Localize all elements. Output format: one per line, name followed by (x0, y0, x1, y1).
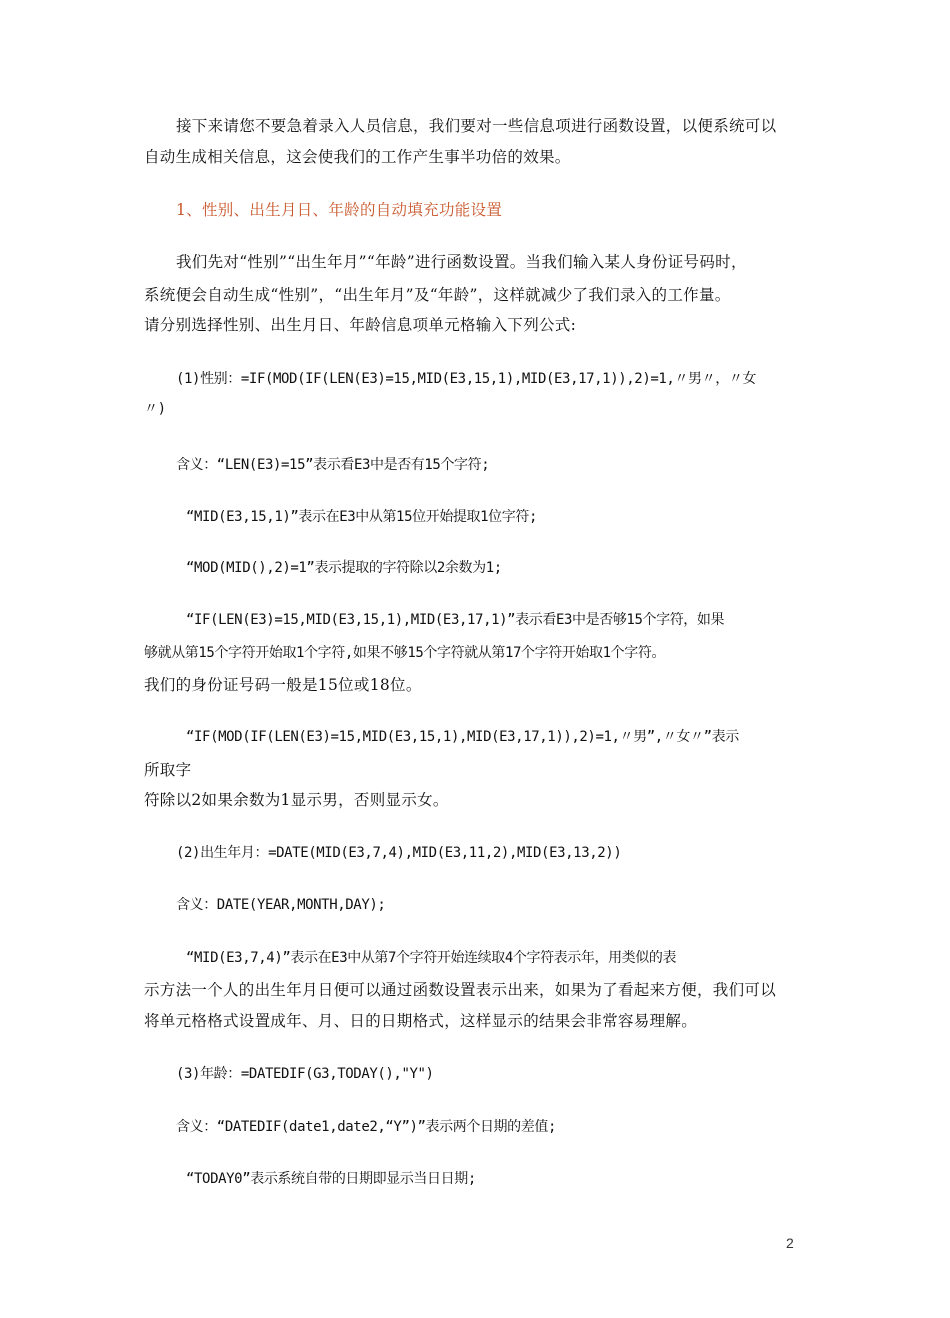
gender-meaning-1: 含义：“LEN(E3)=15”表示看E3中是否有15个字符; (176, 457, 490, 473)
para1-line-1: 我们先对“性别”“出生年月”“年龄”进行函数设置。当我们输入某人身份证号码时， (176, 253, 747, 271)
intro-line-2: 自动生成相关信息，这会使我们的工作产生事半功倍的效果。 (144, 148, 571, 166)
birth-meaning-1: 含义：DATE(YEAR,MONTH,DAY); (176, 897, 386, 913)
section-heading: 1、性别、出生月日、年龄的自动填充功能设置 (176, 201, 503, 219)
gender-meaning-4-line-3: 我们的身份证号码一般是15位或18位。 (144, 676, 422, 694)
gender-meaning-4-line-1: “IF(LEN(E3)=15,MID(E3,15,1),MID(E3,17,1)”表示看E3中是否够15个字符，如果 (186, 612, 725, 628)
gender-formula-line-2: 〃) (144, 401, 166, 417)
age-meaning-1: 含义：“DATEDIF(date1,date2,“Y”)”表示两个日期的差值; (176, 1119, 556, 1135)
gender-meaning-2: “MID(E3,15,1)”表示在E3中从第15位开始提取1位字符; (186, 509, 537, 525)
intro-line-1: 接下来请您不要急着录入人员信息，我们要对一些信息项进行函数设置，以便系统可以 (176, 117, 777, 135)
age-meaning-2: “TODAY0”表示系统自带的日期即显示当日日期; (186, 1171, 476, 1187)
age-formula: (3)年龄：=DATEDIF(G3,TODAY(),"Y") (176, 1066, 434, 1082)
birth-meaning-2-line-2: 示方法一个人的出生年月日便可以通过函数设置表示出来，如果为了看起来方便，我们可以 (144, 981, 777, 999)
para1-line-2: 系统便会自动生成“性别”，“出生年月”及“年龄”，这样就减少了我们录入的工作量。 (144, 286, 731, 304)
gender-formula-line-1: (1)性别：=IF(MOD(IF(LEN(E3)=15,MID(E3,15,1),MID(E3,17,1)),2)=1,〃男〃，〃女 (176, 371, 757, 387)
birth-formula: (2)出生年月：=DATE(MID(E3,7,4),MID(E3,11,2),MID(E3,13,2)) (176, 845, 622, 861)
gender-meaning-5-line-2: 所取字 (144, 761, 192, 779)
gender-meaning-5-line-1: “IF(MOD(IF(LEN(E3)=15,MID(E3,15,1),MID(E3,17,1)),2)=1,〃男”,〃女〃”表示 (186, 729, 739, 745)
gender-meaning-4-line-2: 够就从第15个字符开始取1个字符,如果不够15个字符就从第17个字符开始取1个字符。 (144, 645, 666, 661)
page-number: 2 (786, 1235, 794, 1251)
birth-meaning-2-line-1: “MID(E3,7,4)”表示在E3中从第7个字符开始连续取4个字符表示年，用类似的表 (186, 950, 677, 966)
para1-line-3: 请分别选择性别、出生月日、年龄信息项单元格输入下列公式: (144, 316, 577, 334)
birth-meaning-2-line-3: 将单元格格式设置成年、月、日的日期格式，这样显示的结果会非常容易理解。 (144, 1012, 698, 1030)
gender-meaning-5-line-3: 符除以2如果余数为1显示男，否则显示女。 (144, 791, 449, 809)
gender-meaning-3: “MOD(MID(),2)=1”表示提取的字符除以2余数为1; (186, 560, 502, 576)
